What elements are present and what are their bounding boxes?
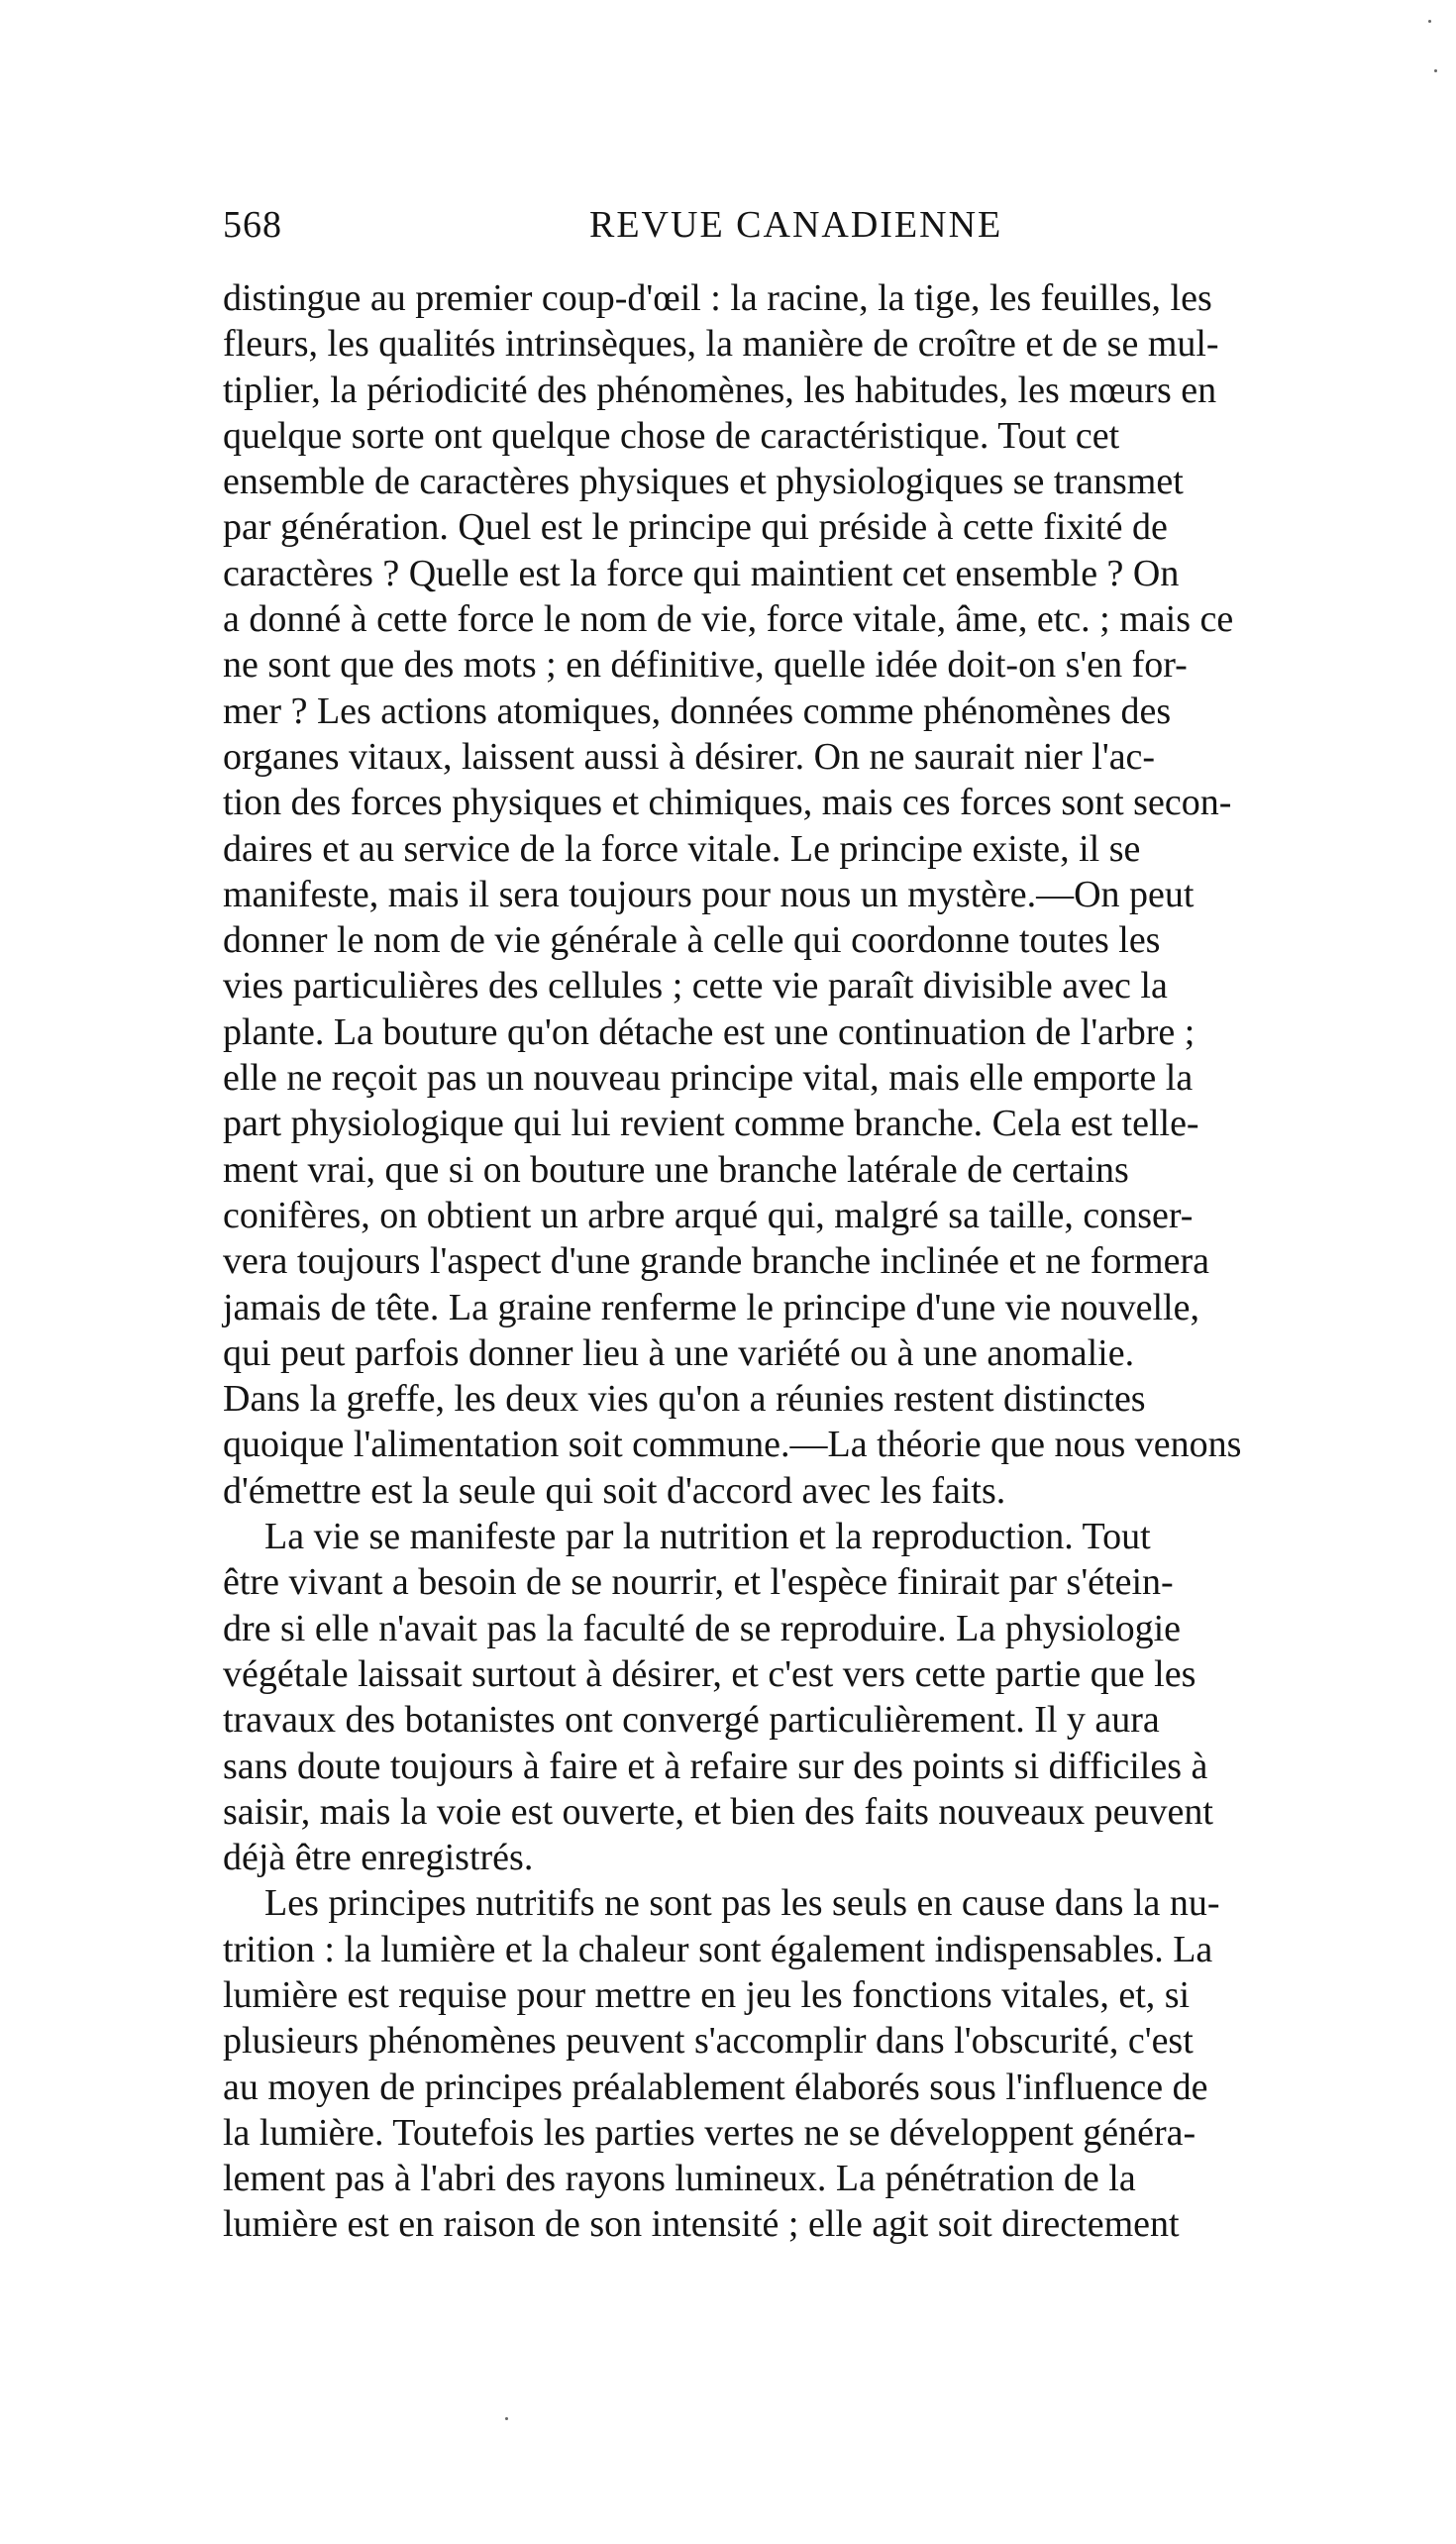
text-line: qui peut parfois donner lieu à une variété ou à une anomalie. (223, 1331, 1135, 1374)
text-line: vera toujours l'aspect d'une grande branche inclinée et ne formera (223, 1240, 1209, 1283)
text-line: vies particulières des cellules ; cette vie paraît divisible avec la (223, 965, 1168, 1007)
text-line: plusieurs phénomènes peuvent s'accomplir dans l'obscurité, c'est (223, 2020, 1194, 2063)
text-line: daires et au service de la force vitale. Le principe existe, il se (223, 827, 1141, 870)
text-line: plante. La bouture qu'on détache est une continuation de l'arbre ; (223, 1010, 1196, 1053)
page-header (223, 203, 1030, 263)
text-line: d'émettre est la seule qui soit d'accord avec les faits. (223, 1469, 1006, 1512)
page-number: 568 (223, 204, 282, 246)
text-line: travaux des botanistes ont convergé particulièrement. Il y aura (223, 1699, 1160, 1742)
text-line: sans doute toujours à faire et à refaire sur des points si difficiles à (223, 1745, 1208, 1787)
text-line: trition : la lumière et la chaleur sont également indispensables. La (223, 1928, 1213, 1970)
scan-speck (505, 2417, 508, 2420)
text-line: au moyen de principes préalablement élaborés sous l'influence de (223, 2066, 1208, 2108)
text-line: déjà être enregistrés. (223, 1837, 534, 1879)
running-title: REVUE CANADIENNE (589, 204, 1003, 246)
text-line: être vivant a besoin de se nourrir, et l'espèce finirait par s'étein- (223, 1561, 1174, 1604)
scan-speck (1428, 20, 1431, 23)
text-line: la lumière. Toutefois les parties vertes ne se développent généra- (223, 2111, 1196, 2154)
text-line: mer ? Les actions atomiques, données comme phénomènes des (223, 689, 1172, 732)
paragraph-first-line: Les principes nutritifs ne sont pas les seuls en cause dans la nu- (264, 1882, 1220, 1925)
text-line: part physiologique qui lui revient comme branche. Cela est telle- (223, 1103, 1199, 1145)
text-line: manifeste, mais il sera toujours pour nous un mystère.—On peut (223, 873, 1195, 915)
text-line: dre si elle n'avait pas la faculté de se reproduire. La physiologie (223, 1607, 1182, 1649)
text-line: caractères ? Quelle est la force qui maintient cet ensemble ? On (223, 552, 1180, 594)
text-line: par génération. Quel est le principe qui préside à cette fixité de (223, 506, 1168, 549)
body-text (223, 275, 1436, 2248)
text-line: ment vrai, que si on bouture une branche latérale de certains (223, 1148, 1129, 1191)
text-line: jamais de tête. La graine renferme le principe d'une vie nouvelle, (223, 1286, 1199, 1328)
text-line: fleurs, les qualités intrinsèques, la manière de croître et de se mul- (223, 323, 1219, 366)
text-line: distingue au premier coup-d'œil : la racine, la tige, les feuilles, les (223, 277, 1212, 319)
text-line: végétale laissait surtout à désirer, et c'est vers cette partie que les (223, 1652, 1196, 1695)
text-line: lumière est en raison de son intensité ; elle agit soit directement (223, 2203, 1180, 2246)
text-line: elle ne reçoit pas un nouveau principe vital, mais elle emporte la (223, 1057, 1194, 1100)
text-line: lumière est requise pour mettre en jeu les fonctions vitales, et, si (223, 1973, 1191, 2016)
text-line: Dans la greffe, les deux vies qu'on a réunies restent distinctes (223, 1378, 1146, 1421)
text-line: ensemble de caractères physiques et physiologiques se transmet (223, 461, 1184, 503)
scan-speck (1434, 69, 1437, 72)
text-line: saisir, mais la voie est ouverte, et bien des faits nouveaux peuvent (223, 1790, 1213, 1833)
text-line: ne sont que des mots ; en définitive, quelle idée doit-on s'en for- (223, 644, 1188, 687)
text-line: tiplier, la périodicité des phénomènes, les habitudes, les mœurs en (223, 369, 1217, 411)
text-line: quoique l'alimentation soit commune.—La théorie que nous venons (223, 1424, 1242, 1466)
paragraph-first-line: La vie se manifeste par la nutrition et la reproduction. Tout (264, 1516, 1151, 1558)
text-line: a donné à cette force le nom de vie, force vitale, âme, etc. ; mais ce (223, 598, 1234, 641)
text-line: conifères, on obtient un arbre arqué qui, malgré sa taille, conser- (223, 1194, 1194, 1236)
text-line: tion des forces physiques et chimiques, mais ces forces sont secon- (223, 782, 1232, 824)
text-line: lement pas à l'abri des rayons lumineux. La pénétration de la (223, 2158, 1136, 2200)
text-line: organes vitaux, laissent aussi à désirer. On ne saurait nier l'ac- (223, 735, 1156, 778)
text-line: quelque sorte ont quelque chose de caractéristique. Tout cet (223, 414, 1120, 457)
text-line: donner le nom de vie générale à celle qui coordonne toutes les (223, 919, 1161, 962)
